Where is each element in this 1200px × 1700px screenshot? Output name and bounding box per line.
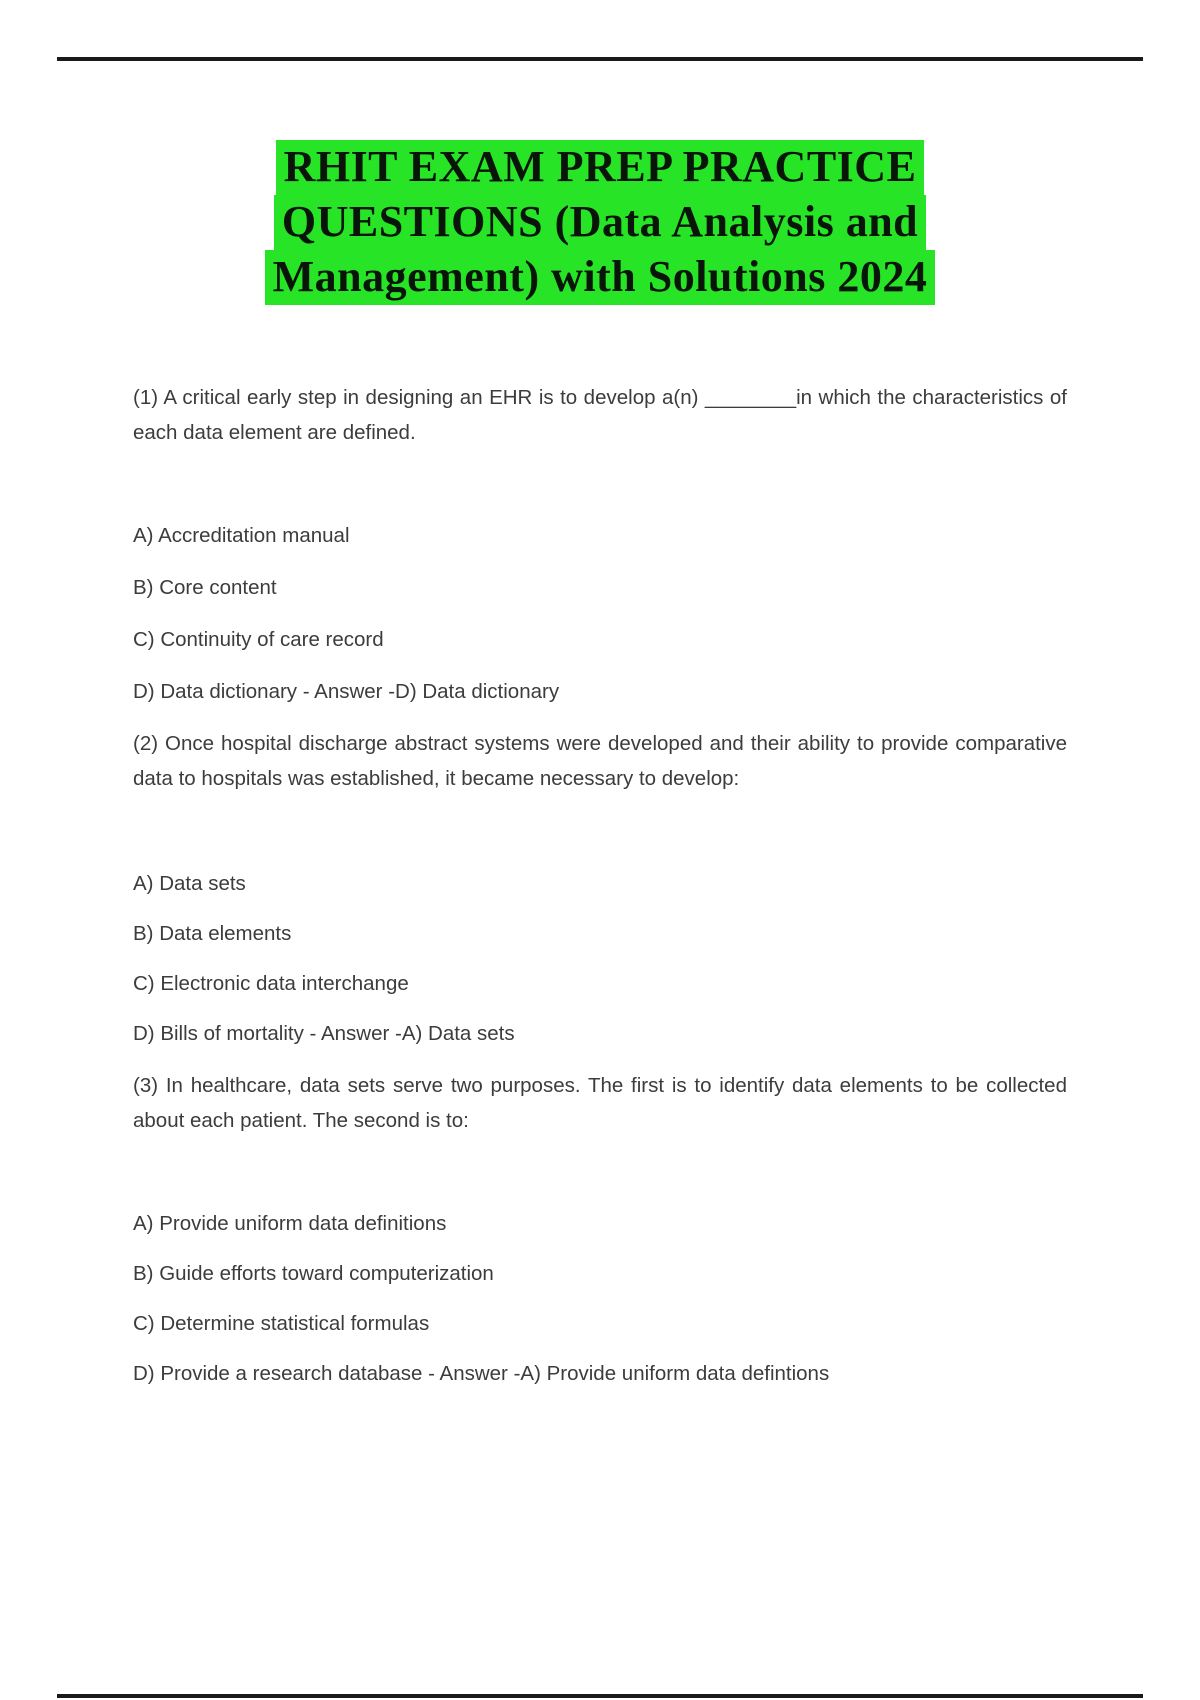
question-1-option-a: A) Accreditation manual (133, 524, 350, 547)
title-line-1 (0, 140, 1200, 195)
question-3-option-d: D) Provide a research database - Answer -A) Provide uniform data defintions (133, 1362, 830, 1385)
question-3-option-b: B) Guide efforts toward computerization (133, 1262, 494, 1285)
question-2-text: (2) Once hospital discharge abstract systems were developed and their ability to provide comparative data to hospitals was established, it became necessary to develop: (133, 732, 1067, 790)
question-1-option-d: D) Data dictionary - Answer -D) Data dictionary (133, 680, 560, 703)
title-line-2-highlight: QUESTIONS (Data Analysis and (274, 195, 926, 250)
question-1-option-c: C) Continuity of care record (133, 628, 384, 651)
bottom-rule (57, 1694, 1143, 1698)
top-rule (57, 57, 1143, 61)
question-1-options (133, 518, 1067, 709)
question-2-options (133, 866, 1067, 1051)
question-block-2 (133, 726, 1067, 1051)
title-line-1-highlight: RHIT EXAM PREP PRACTICE (276, 140, 925, 195)
questions-content (133, 380, 1067, 1406)
question-1-text: (1) A critical early step in designing an EHR is to develop a(n) ________in which the characteristics of each data element are defined. (133, 386, 1067, 444)
title-line-3 (0, 250, 1200, 305)
question-3-text: (3) In healthcare, data sets serve two purposes. The first is to identify data elements to be collected about each patient. The second is to: (133, 1074, 1067, 1132)
question-2-option-c: C) Electronic data interchange (133, 972, 409, 995)
question-3-options (133, 1206, 1067, 1391)
title-line-3-highlight: Management) with Solutions 2024 (265, 250, 936, 305)
question-3-option-c: C) Determine statistical formulas (133, 1312, 430, 1335)
title-line-2 (0, 195, 1200, 250)
question-2-option-b: B) Data elements (133, 922, 292, 945)
question-2-option-a: A) Data sets (133, 872, 246, 895)
question-1-option-b: B) Core content (133, 576, 277, 599)
question-block-1 (133, 380, 1067, 709)
question-2-option-d: D) Bills of mortality - Answer -A) Data sets (133, 1022, 515, 1045)
document-title (0, 140, 1200, 305)
question-3-option-a: A) Provide uniform data definitions (133, 1212, 447, 1235)
question-block-3 (133, 1068, 1067, 1391)
